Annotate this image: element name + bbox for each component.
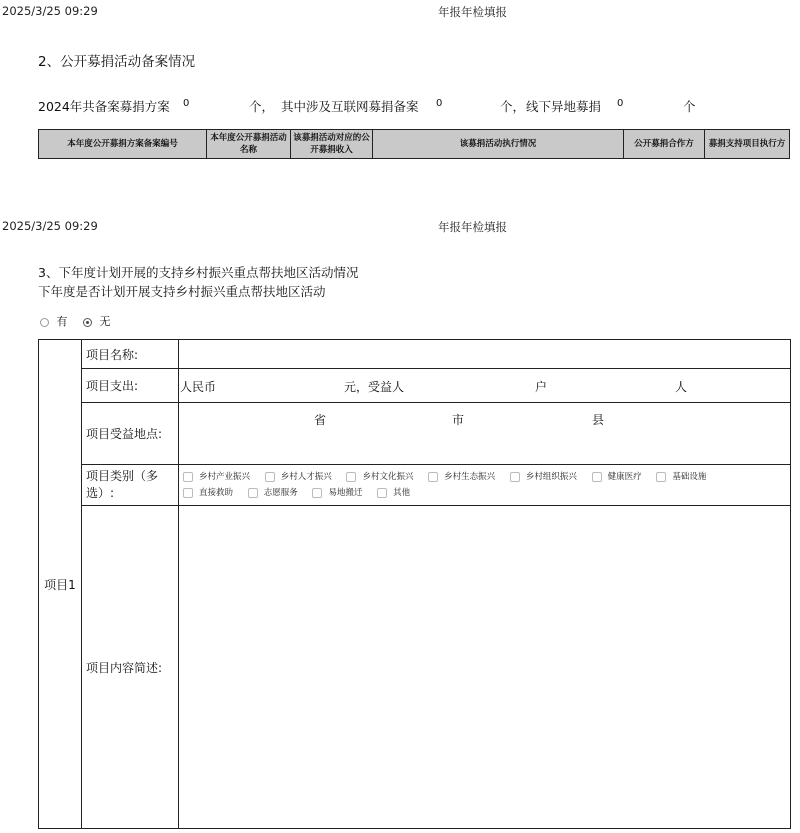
row-location	[39, 403, 791, 465]
category-option: 乡村生态振兴	[444, 472, 496, 482]
category-field	[179, 465, 791, 506]
checkbox[interactable]	[656, 472, 666, 482]
category-option: 其他	[393, 488, 411, 498]
col-header: 本年度公开募捐方案备案编号	[39, 130, 207, 159]
count-offline: 0	[617, 98, 624, 109]
xian-label: 县	[592, 413, 605, 427]
checkbox[interactable]	[265, 472, 275, 482]
radio-no-label: 无	[99, 315, 111, 328]
content-textarea[interactable]	[179, 506, 791, 829]
category-option: 志愿服务	[263, 488, 298, 498]
ren-label: 人	[675, 380, 688, 394]
header-title: 年报年检填报	[438, 5, 507, 19]
row-category	[39, 465, 791, 506]
radio-yes-label: 有	[56, 315, 68, 328]
record-table	[38, 129, 790, 159]
category-option: 乡村人才振兴	[280, 472, 332, 482]
section3-title: 3、下年度计划开展的支持乡村振兴重点帮扶地区活动情况	[38, 265, 359, 280]
checkbox[interactable]	[183, 488, 193, 498]
count-total: 0	[183, 98, 190, 109]
col-header: 公开募捐合作方	[624, 130, 705, 159]
category-label: 项目类别（多选）:	[82, 465, 179, 506]
row-expense	[39, 369, 791, 403]
expense-label: 项目支出:	[82, 369, 179, 403]
category-option: 健康医疗	[607, 472, 642, 482]
section2-title: 2、公开募捐活动备案情况	[38, 54, 196, 70]
category-option: 基础设施	[672, 472, 707, 482]
section3-question: 下年度是否计划开展支持乡村振兴重点帮扶地区活动	[38, 284, 326, 299]
summary-prefix: 2024年共备案募捐方案	[38, 99, 170, 114]
header-datetime-2: 2025/3/25 09:29	[2, 219, 98, 233]
checkbox[interactable]	[248, 488, 258, 498]
checkbox[interactable]	[312, 488, 322, 498]
category-option: 乡村组织振兴	[525, 472, 577, 482]
category-option: 乡村产业振兴	[199, 472, 251, 482]
radio-yes[interactable]	[40, 318, 49, 327]
checkbox[interactable]	[377, 488, 387, 498]
category-options	[183, 469, 786, 501]
content-label: 项目内容简述:	[82, 506, 179, 829]
expense-field[interactable]	[179, 369, 791, 403]
radio-group	[40, 313, 111, 329]
location-label: 项目受益地点:	[82, 403, 179, 465]
row-name	[39, 340, 791, 369]
col-header: 该募捐活动执行情况	[373, 130, 624, 159]
name-input[interactable]	[179, 340, 791, 369]
summary-unit2: 个，	[500, 99, 526, 114]
category-option: 直接救助	[199, 488, 234, 498]
sheng-label: 省	[314, 413, 327, 427]
summary-offline: 线下异地募捐	[526, 99, 602, 114]
checkbox[interactable]	[592, 472, 602, 482]
col-header: 本年度公开募捐活动名称	[207, 130, 291, 159]
hu-label: 户	[535, 380, 548, 394]
shi-label: 市	[452, 413, 465, 427]
radio-no[interactable]	[83, 318, 92, 327]
category-option: 乡村文化振兴	[362, 472, 414, 482]
project-label: 项目1	[39, 340, 82, 829]
col-header: 该募捐活动对应的公开募捐收入	[291, 130, 373, 159]
checkbox[interactable]	[183, 472, 193, 482]
row-content	[39, 506, 791, 829]
record-table-header	[39, 130, 790, 159]
summary-mid: 其中涉及互联网募捐备案	[281, 99, 419, 114]
location-field[interactable]	[179, 403, 791, 465]
header-title-2: 年报年检填报	[438, 220, 507, 234]
col-header: 募捐支持项目执行方	[705, 130, 790, 159]
summary-unit3: 个	[683, 99, 696, 114]
project-table	[38, 339, 791, 829]
checkbox[interactable]	[510, 472, 520, 482]
checkbox[interactable]	[428, 472, 438, 482]
currency-label: 人民币	[180, 380, 217, 394]
count-internet: 0	[436, 98, 443, 109]
checkbox[interactable]	[346, 472, 356, 482]
summary-unit1: 个，	[249, 99, 275, 114]
name-label: 项目名称:	[82, 340, 179, 369]
category-option: 易地搬迁	[328, 488, 363, 498]
yuan-label: 元，受益人	[344, 380, 405, 394]
header-datetime: 2025/3/25 09:29	[2, 4, 98, 18]
